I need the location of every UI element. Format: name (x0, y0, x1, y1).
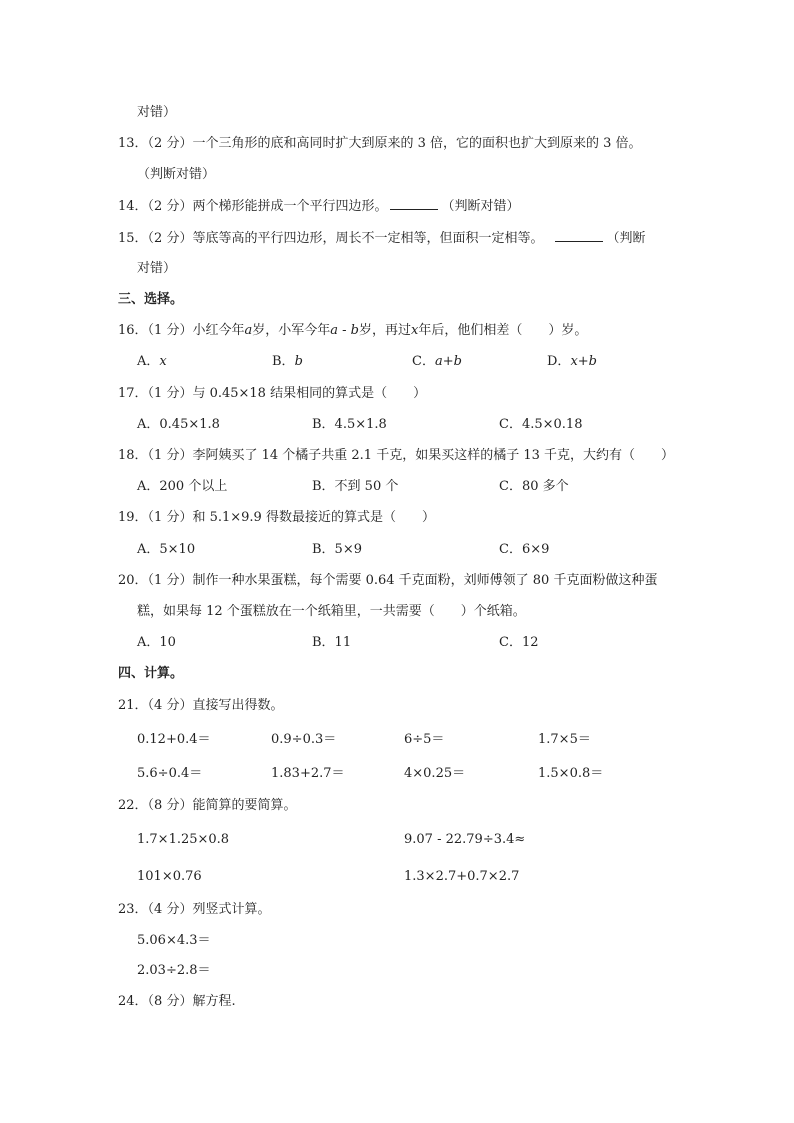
q21-item: 5.6÷0.4＝ (137, 766, 203, 781)
q16-part4: 岁，再过 (359, 323, 412, 338)
q14-answer-blank[interactable] (390, 197, 438, 210)
q21-item: 4×0.25＝ (404, 766, 466, 781)
q16-part5: 年后，他们相差（ ）岁。 (418, 323, 588, 338)
q16-option-b-label: B． (272, 354, 295, 369)
q16-option-a-label: A． (137, 354, 160, 369)
q16-part2: 岁，小军今年 (252, 323, 331, 338)
section-3-title: 三、选择。 (118, 292, 184, 307)
q16-option-d[interactable] (547, 353, 597, 371)
q19-question: 19．（1 分）和 5.1×9.9 得数最接近的算式是（ ） (118, 510, 435, 525)
q20-line2: 糕，如果每 12 个蛋糕放在一个纸箱里，一共需要（ ）个纸箱。 (137, 604, 526, 619)
q22-question: 22．（8 分）能简算的要简算。 (118, 798, 297, 813)
q20-option-b[interactable]: B．11 (312, 635, 352, 650)
q16-option-c-value: a+b (434, 354, 462, 369)
q18-option-a[interactable]: A．200 个以上 (137, 479, 228, 494)
q17-option-c[interactable]: C．4.5×0.18 (499, 417, 583, 432)
q22-item: 1.7×1.25×0.8 (137, 832, 230, 847)
q18-option-c[interactable]: C．80 多个 (499, 479, 569, 494)
q24-question: 24．（8 分）解方程. (118, 994, 236, 1009)
q17-option-a[interactable]: A．0.45×1.8 (137, 417, 220, 432)
q14 (118, 197, 519, 216)
q16-option-d-value: x+b (570, 354, 597, 369)
q15 (118, 229, 645, 248)
q15-line1: 15．（2 分）等底等高的平行四边形，周长不一定相等，但面积一定相等。 (118, 231, 544, 246)
q21-item: 6÷5＝ (404, 732, 445, 747)
q13-line1: 13．（2 分）一个三角形的底和高同时扩大到原来的 3 倍，它的面积也扩大到原来的 3 倍。 (118, 136, 642, 151)
q16-minus: - (338, 323, 351, 338)
q18-option-b[interactable]: B．不到 50 个 (312, 479, 399, 494)
q15-suffix: （判断 (606, 231, 646, 246)
q21-item: 0.9÷0.3＝ (271, 732, 337, 747)
q13-line2: （判断对错） (137, 167, 216, 182)
q16-option-a[interactable] (137, 353, 167, 371)
q16-var-a2: a (330, 323, 338, 338)
q16-part1: 16．（1 分）小红今年 (118, 323, 245, 338)
q22-item: 101×0.76 (137, 869, 202, 884)
q16-option-b-value: b (294, 354, 303, 369)
q19-option-a[interactable]: A．5×10 (137, 542, 196, 557)
q17-option-b[interactable]: B．4.5×1.8 (312, 417, 387, 432)
q23-item: 5.06×4.3＝ (137, 933, 211, 948)
q19-option-c[interactable]: C．6×9 (499, 542, 550, 557)
q18-question: 18．（1 分）李阿姨买了 14 个橘子共重 2.1 千克，如果买这样的橘子 13 千克，大约有（ ） (118, 448, 674, 463)
q16-var-a: a (244, 323, 253, 338)
q16-question (118, 322, 587, 340)
q19-option-b[interactable]: B．5×9 (312, 542, 362, 557)
q14-suffix: （判断对错） (441, 199, 520, 214)
section-4-title: 四、计算。 (118, 666, 184, 681)
q16-var-b: b (350, 323, 359, 338)
q16-var-x: x (411, 323, 419, 338)
q16-option-d-label: D． (547, 354, 571, 369)
q20-option-c[interactable]: C．12 (499, 635, 539, 650)
q14-text: 14．（2 分）两个梯形能拼成一个平行四边形。 (118, 199, 388, 214)
q21-item: 0.12+0.4＝ (137, 732, 211, 747)
q17-question: 17．（1 分）与 0.45×18 结果相同的算式是（ ） (118, 386, 427, 401)
q16-option-b[interactable] (272, 353, 303, 371)
q23-question: 23．（4 分）列竖式计算。 (118, 902, 271, 917)
q22-item: 1.3×2.7+0.7×2.7 (404, 869, 520, 884)
q21-item: 1.5×0.8＝ (538, 766, 604, 781)
q21-question: 21．（4 分）直接写出得数。 (118, 698, 284, 713)
q15-line2: 对错） (137, 261, 177, 276)
q22-item: 9.07 - 22.79÷3.4≈ (404, 832, 526, 847)
q20-option-a[interactable]: A．10 (137, 635, 176, 650)
q12-tail: 对错） (137, 105, 177, 120)
q21-item: 1.83+2.7＝ (271, 766, 345, 781)
q15-answer-blank[interactable] (555, 229, 603, 242)
q20-line1: 20．（1 分）制作一种水果蛋糕，每个需要 0.64 千克面粉，刘师傅领了 80 千克面粉做这种蛋 (118, 573, 658, 588)
q16-option-c[interactable] (412, 353, 462, 371)
q16-option-c-label: C． (412, 354, 435, 369)
q23-item: 2.03÷2.8＝ (137, 963, 211, 978)
q21-item: 1.7×5＝ (538, 732, 591, 747)
q16-option-a-value: x (159, 354, 167, 369)
